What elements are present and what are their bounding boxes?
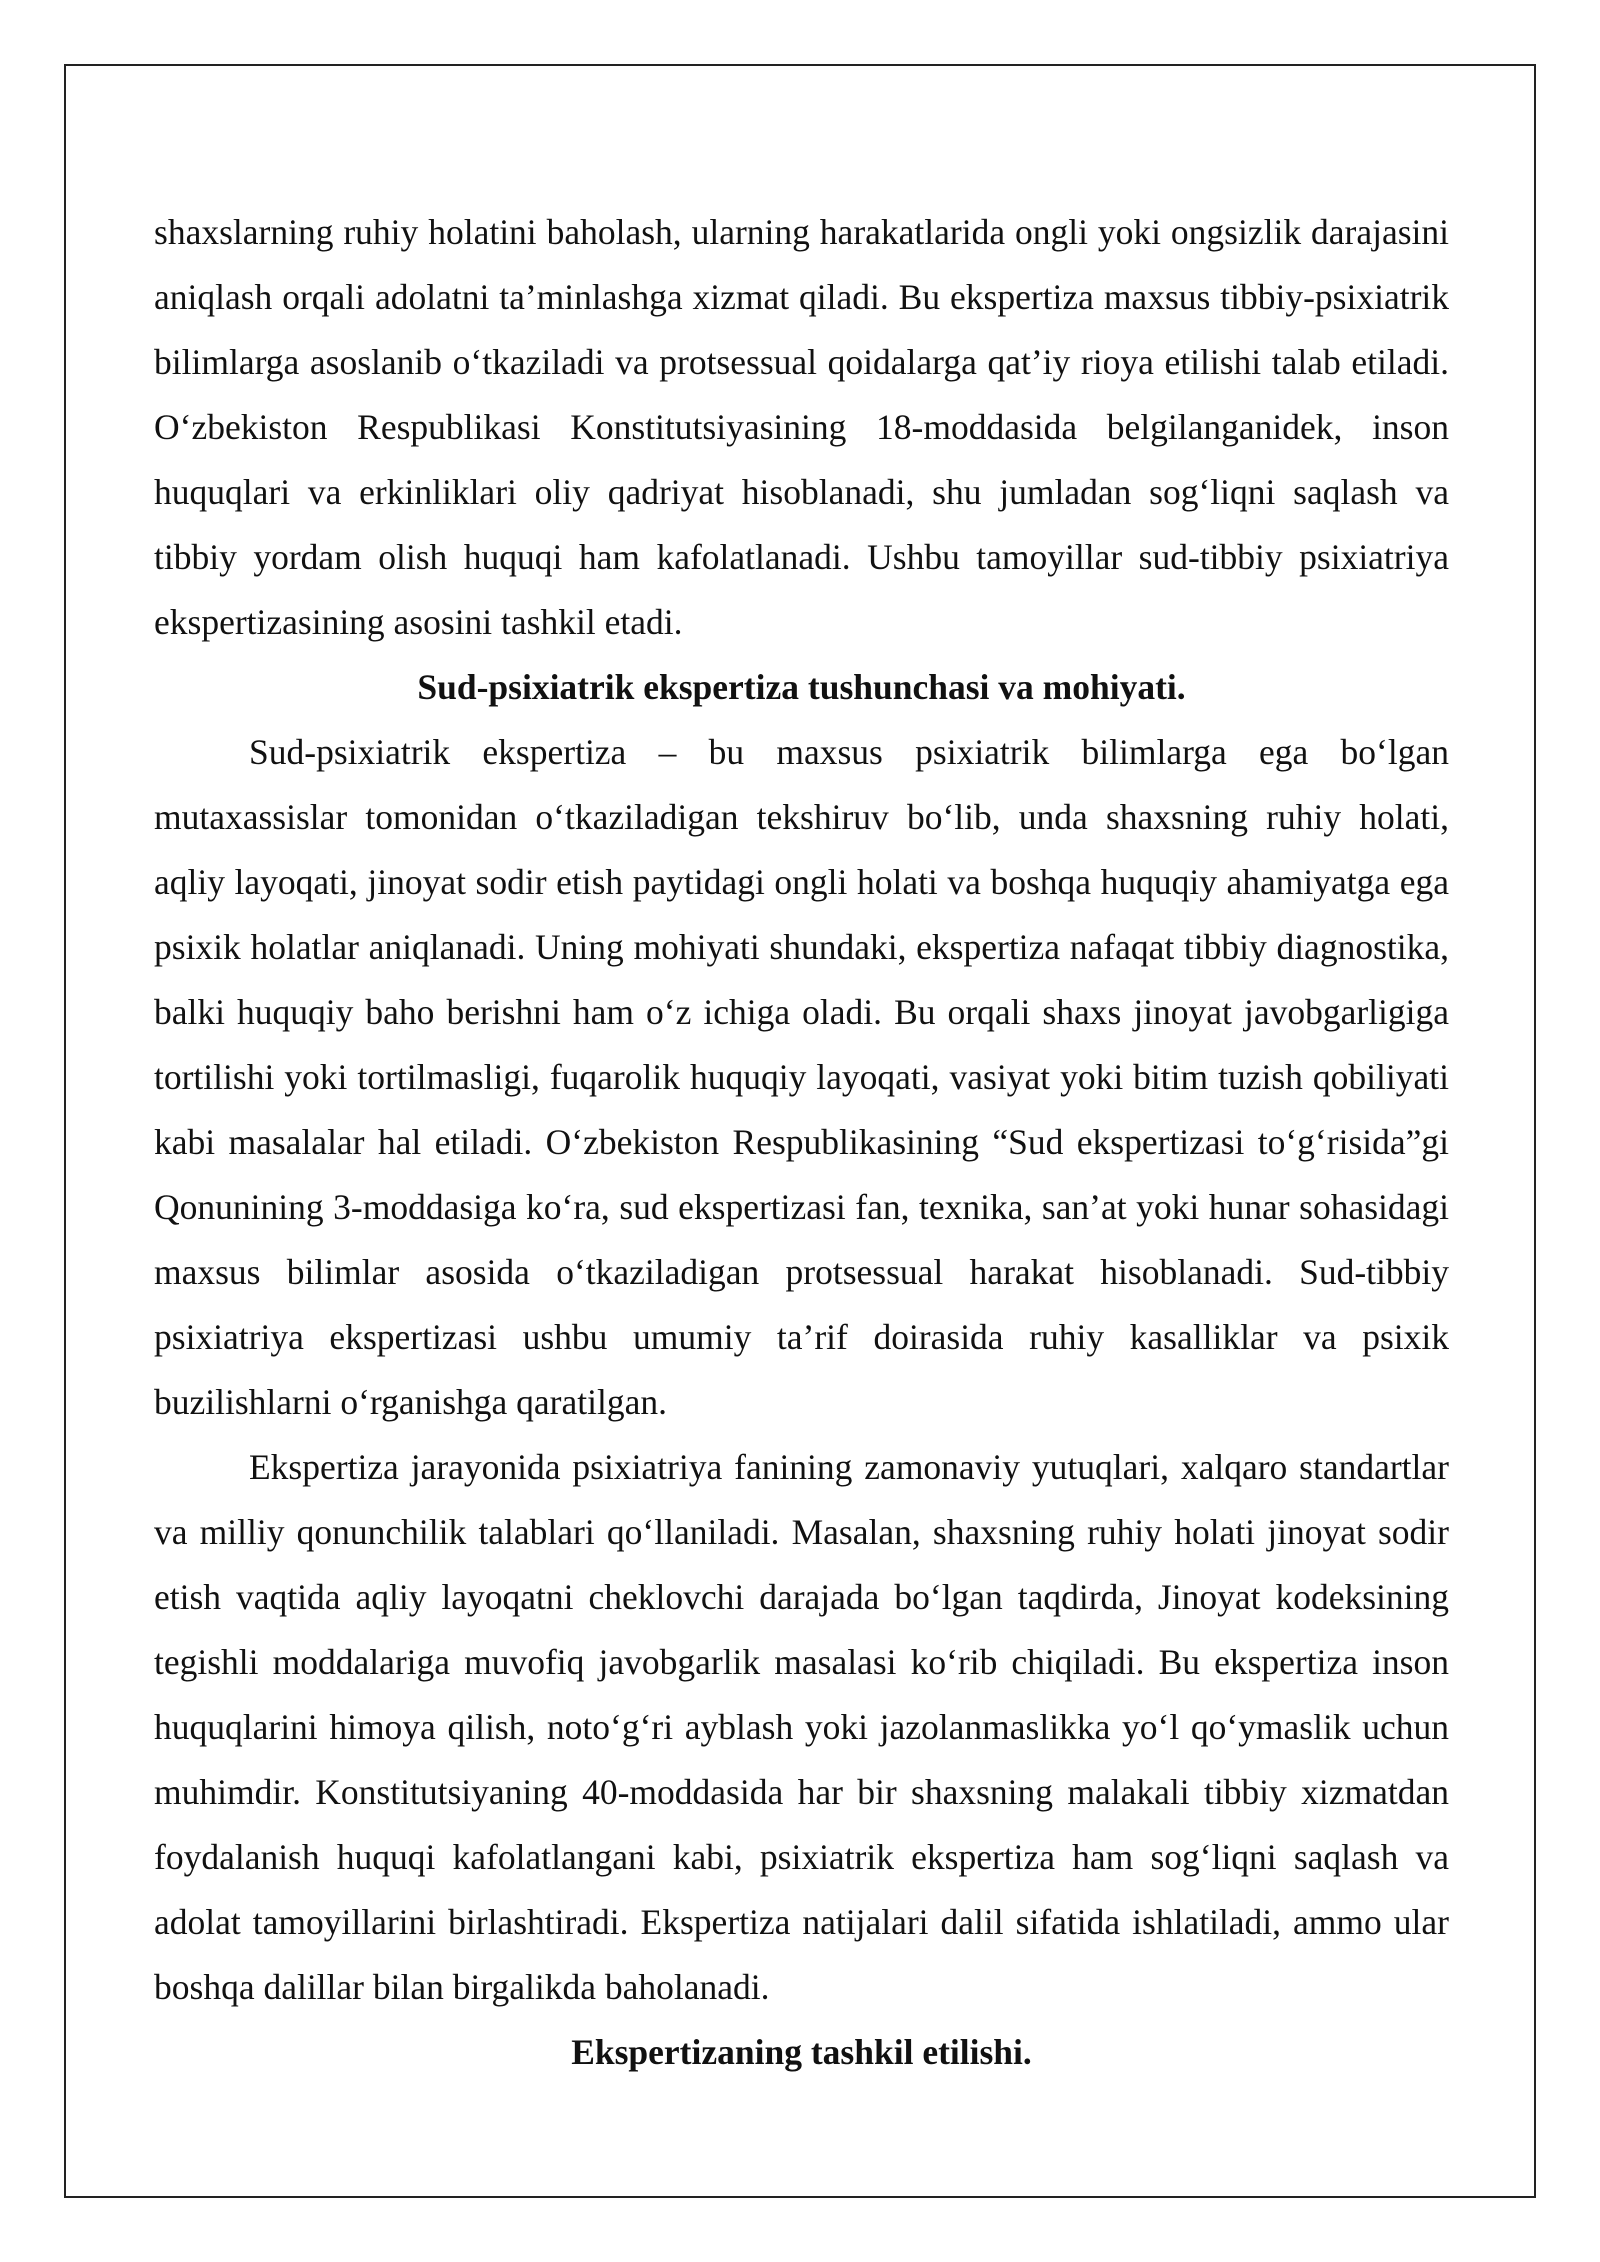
body-paragraph: Ekspertiza jarayonida psixiatriya fanining zamonaviy yutuqlari, xalqaro standartlar va milliy qonunchilik talablari qo‘llaniladi. Masalan, shaxsning ruhiy holati jinoyat sodir etish vaqtida aqliy layoqatni cheklovchi darajada bo‘lgan taqdirda, Jinoyat kodeksining tegishli moddalariga muvofiq javobgarlik masalasi ko‘rib chiqiladi. Bu ekspertiza inson huquqlarini himoya qilish, noto‘g‘ri ayblash yoki jazolanmaslikka yo‘l qo‘ymaslik uchun muhimdir. Konstitutsiyaning 40-moddasida har bir shaxsning malakali tibbiy xizmatdan foydalanish huquqi kafolatlangani kabi, psixiatrik ekspertiza ham sog‘liqni saqlash va adolat tamoyillarini birlashtiradi. Ekspertiza natijalari dalil sifatida ishlatiladi, ammo ular boshqa dalillar bilan birgalikda baholanadi. <box>154 1447 1449 2007</box>
page <box>64 64 1536 2198</box>
section-heading: Ekspertizaning tashkil etilishi. <box>571 2032 1032 2072</box>
body-paragraph: Sud-psixiatrik ekspertiza – bu maxsus psixiatrik bilimlarga ega bo‘lgan mutaxassislar tomonidan o‘tkaziladigan tekshiruv bo‘lib, unda shaxsning ruhiy holati, aqliy layoqati, jinoyat sodir etish paytidagi ongli holati va boshqa huquqiy ahamiyatga ega psixik holatlar aniqlanadi. Uning mohiyati shundaki, ekspertiza nafaqat tibbiy diagnostika, balki huquqiy baho berishni ham o‘z ichiga oladi. Bu orqali shaxs jinoyat javobgarligiga tortilishi yoki tortilmasligi, fuqarolik huquqiy layoqati, vasiyat yoki bitim tuzish qobiliyati kabi masalalar hal etiladi. O‘zbekiston Respublikasining “Sud ekspertizasi to‘g‘risida”gi Qonunining 3-moddasiga ko‘ra, sud ekspertizasi fan, texnika, san’at yoki hunar sohasidagi maxsus bilimlar asosida o‘tkaziladigan protsessual harakat hisoblanadi. Sud-tibbiy psixiatriya ekspertizasi ushbu umumiy ta’rif doirasida ruhiy kasalliklar va psixik buzilishlarni o‘rganishga qaratilgan. <box>154 732 1449 1422</box>
section-heading: Sud-psixiatrik ekspertiza tushunchasi va mohiyati. <box>417 667 1186 707</box>
body-paragraph: shaxslarning ruhiy holatini baholash, ularning harakatlarida ongli yoki ongsizlik darajasini aniqlash orqali adolatni ta’minlashga xizmat qiladi. Bu ekspertiza maxsus tibbiy-psixiatrik bilimlarga asoslanib o‘tkaziladi va protsessual qoidalarga qat’iy rioya etilishi talab etiladi. O‘zbekiston Respublikasi Konstitutsiyasining 18-moddasida belgilanganidek, inson huquqlari va erkinliklari oliy qadriyat hisoblanadi, shu jumladan sog‘liqni saqlash va tibbiy yordam olish huquqi ham kafolatlanadi. Ushbu tamoyillar sud-tibbiy psixiatriya ekspertizasining asosini tashkil etadi. <box>154 212 1449 642</box>
page-content <box>154 200 1449 2085</box>
